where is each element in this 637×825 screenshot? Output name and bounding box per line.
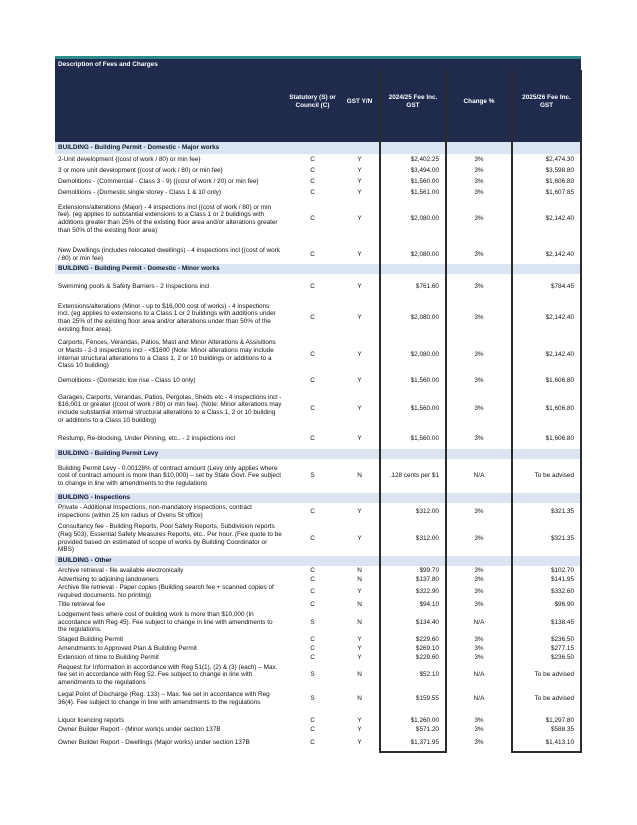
- gst-cell: Y: [357, 215, 362, 223]
- fee-description: Restump, Re-blocking, Under Pinning, etc.. - 2 inspections incl: [58, 435, 235, 443]
- fee-2024-25-cell: $269.10: [380, 644, 446, 653]
- fee-2025-26-cell: $236.50: [512, 635, 581, 644]
- fee-2025-26-cell: $141.95: [512, 575, 581, 584]
- table-row: [55, 521, 581, 556]
- fee-2025-26-cell: $2,142.40: [512, 300, 581, 336]
- table-row: [55, 336, 581, 373]
- fee-2025-26-cell: To be advised: [512, 459, 581, 493]
- fee-description: Extensions/alterations (Minor - up to $16,000 cost of works) - 4 inspections incl. (eg applies to extensions to a Class 1 or 2 buildings with additions under than 25% of the existing floor area and/or alterations under than 50% of the existing floor area).: [58, 302, 276, 333]
- gst-cell: Y: [357, 635, 362, 643]
- table-row: [55, 429, 581, 449]
- fee-2024-25-cell: $134.40: [380, 610, 446, 635]
- fee-description: Title retrieval fee: [58, 601, 105, 609]
- section-header: [55, 449, 581, 459]
- fee-2025-26-cell: $2,474.30: [512, 154, 581, 165]
- fee-2024-25-cell: $1,260.00: [380, 716, 446, 725]
- change-cell: 3%: [474, 435, 484, 443]
- section-title: BUILDING - Building Permit - Domestic - Minor works: [55, 264, 285, 274]
- table-row: [55, 584, 581, 600]
- statutory-cell: C: [310, 377, 315, 385]
- table-row: [55, 662, 581, 688]
- fee-2024-25-cell: $2,402.25: [380, 154, 446, 165]
- gst-cell: Y: [357, 739, 362, 747]
- fee-2025-26-cell: $332.60: [512, 584, 581, 600]
- statutory-cell: S: [310, 472, 315, 480]
- statutory-cell: C: [310, 177, 315, 185]
- gst-cell: Y: [357, 350, 362, 358]
- fee-description: 2-Unit development {(cost of work / 80) or min fee}: [58, 155, 201, 163]
- change-cell: N/A: [473, 472, 485, 480]
- fee-2024-25-cell: $159.55: [380, 688, 446, 710]
- change-cell: 3%: [474, 601, 484, 609]
- table-row: [55, 653, 581, 662]
- statutory-cell: C: [310, 588, 315, 596]
- table-row: [55, 644, 581, 653]
- fee-2024-25-cell: $2,080.00: [380, 300, 446, 336]
- gst-cell: Y: [357, 314, 362, 322]
- table-row: [55, 566, 581, 575]
- gst-cell: Y: [357, 716, 362, 724]
- change-cell: 3%: [474, 251, 484, 259]
- table-row: [55, 635, 581, 644]
- fee-2024-25-cell: $94.10: [380, 600, 446, 610]
- change-cell: 3%: [474, 314, 484, 322]
- fee-description: Lodgement fees where cost of building work is more than $10,000 (In accordance with Reg 45). Fee subject to change in line with amendments to the regulations.: [58, 611, 273, 634]
- gst-cell: Y: [357, 588, 362, 596]
- fee-2025-26-cell: $96.90: [512, 600, 581, 610]
- statutory-cell: C: [310, 405, 315, 413]
- gst-cell: N: [357, 472, 362, 480]
- fee-2025-26-cell: $2,142.40: [512, 198, 581, 240]
- header-fee-2025-26: 2025/26 Fee Inc. GST: [512, 70, 581, 134]
- gst-cell: Y: [357, 725, 362, 733]
- statutory-cell: C: [310, 575, 315, 583]
- change-cell: 3%: [474, 177, 484, 185]
- fee-2025-26-cell: $1,413.10: [512, 734, 581, 752]
- fee-description: Extension of time to Building Permit: [58, 653, 159, 661]
- fee-description: Advertising to adjoining landowners: [58, 575, 159, 583]
- statutory-cell: C: [310, 215, 315, 223]
- statutory-cell: S: [310, 671, 315, 679]
- fee-description: 3 or more unit development {(cost of work / 80) or min fee}: [58, 166, 223, 174]
- fee-2025-26-cell: $2,142.40: [512, 336, 581, 373]
- change-cell: N/A: [473, 671, 485, 679]
- table-row: [55, 503, 581, 521]
- header-fee-2024-25: 2024/25 Fee Inc. GST: [380, 70, 446, 134]
- fee-description: Archive file retrieval - Paper copies (Building search fee + scanned copies of required documents. No printing): [58, 584, 274, 599]
- fee-description: Private - Additional Inspections, non-mandatory inspections, contract inspections (within 25 km radius of Ovens St office): [58, 504, 252, 519]
- table-row: [55, 165, 581, 176]
- table-row: [55, 300, 581, 336]
- fee-2024-25-cell: $229.60: [380, 635, 446, 644]
- fee-2024-25-cell: $312.00: [380, 521, 446, 556]
- statutory-cell: C: [310, 739, 315, 747]
- gst-cell: Y: [357, 177, 362, 185]
- fee-2025-26-cell: $784.45: [512, 280, 581, 294]
- fee-description: Consultancy fee - Building Reports, Pool Safety Reports, Subdivision reports (Reg 503), Essential Safety Measures Reports, etc.. Per hour. (Fee quote to be provided based on estimated of scope of works by Building Coordinator or MBS): [58, 523, 282, 554]
- change-cell: 3%: [474, 350, 484, 358]
- change-cell: 3%: [474, 508, 484, 516]
- fee-2024-25-cell: $3,494.00: [380, 165, 446, 176]
- section-title: BUILDING - Other: [55, 556, 285, 566]
- gst-cell: Y: [357, 405, 362, 413]
- statutory-cell: S: [310, 695, 315, 703]
- table-row: [55, 154, 581, 165]
- fee-2025-26-cell: $1,606.80: [512, 429, 581, 449]
- statutory-cell: C: [310, 566, 315, 574]
- gst-cell: N: [357, 618, 362, 626]
- statutory-cell: C: [310, 350, 315, 358]
- change-cell: 3%: [474, 283, 484, 291]
- statutory-cell: C: [310, 644, 315, 652]
- section-title: BUILDING - Building Permit Levy: [55, 449, 285, 459]
- gst-cell: Y: [357, 377, 362, 385]
- change-cell: 3%: [474, 588, 484, 596]
- header-statutory: Statutory (S) or Council (C): [285, 70, 340, 134]
- fee-2025-26-cell: $321.35: [512, 503, 581, 521]
- fee-2024-25-cell: $1,371.95: [380, 734, 446, 752]
- statutory-cell: C: [310, 435, 315, 443]
- fee-description: Legal Point of Discharge (Reg. 133) – Max. fee set in accordance with Reg 36(4). Fee subject to change in line with amendments to the regulations: [58, 691, 270, 706]
- fee-description: Carports, Fences, Verandas, Patios, Mast and Minor Alterations & Assisitions or Masts - 2-3 inspections incl - <$1600 (Note: Minor alterations may include internal structural alterations to a Class 1, 2 or 10 buildings or additions to a Class 10 building): [58, 339, 276, 370]
- header-gst: GST Y/N: [340, 70, 380, 134]
- header-change: Change %: [446, 70, 512, 134]
- fee-2024-25-cell: $1,560.00: [380, 373, 446, 389]
- table-row: [55, 575, 581, 584]
- fee-2025-26-cell: $102.70: [512, 566, 581, 575]
- fee-2025-26-cell: $1,606.80: [512, 373, 581, 389]
- fee-2024-25-cell: $137.80: [380, 575, 446, 584]
- statutory-cell: C: [310, 601, 315, 609]
- gst-cell: Y: [357, 166, 362, 174]
- table-title: Description of Fees and Charges: [55, 59, 581, 70]
- fee-2024-25-cell: $99.70: [380, 566, 446, 575]
- change-cell: 3%: [474, 566, 484, 574]
- fee-2024-25-cell: $1,560.00: [380, 429, 446, 449]
- statutory-cell: C: [310, 166, 315, 174]
- fee-description: Liquor licencing reports: [58, 716, 125, 724]
- fee-2025-26-cell: $1,606.80: [512, 389, 581, 429]
- fee-2024-25-cell: $322.90: [380, 584, 446, 600]
- table-row: [55, 246, 581, 264]
- fee-description: Staged Building Permit: [58, 635, 124, 643]
- fee-2024-25-cell: $1,561.00: [380, 187, 446, 198]
- gst-cell: Y: [357, 283, 362, 291]
- change-cell: 3%: [474, 377, 484, 385]
- statutory-cell: C: [310, 251, 315, 259]
- fee-2025-26-cell: $1,297.80: [512, 716, 581, 725]
- fee-2024-25-cell: $52.10: [380, 662, 446, 688]
- fee-description: Request for Information in accordance with Reg 51(1), (2) & (3) (each) – Max. fee set in accordance with Reg 52. Fee subject to change in line with amendments to the regulations: [58, 663, 278, 686]
- fee-2024-25-cell: $2,080.00: [380, 336, 446, 373]
- gst-cell: Y: [357, 251, 362, 259]
- section-title: BUILDING - Building Permit - Domestic - Major works: [55, 142, 285, 154]
- fee-2025-26-cell: $236.50: [512, 653, 581, 662]
- fee-description: Amendments to Approved Plan & Building Permit: [58, 644, 197, 652]
- fee-2024-25-cell: $2,080.00: [380, 198, 446, 240]
- table-row: [55, 176, 581, 187]
- gst-cell: Y: [357, 435, 362, 443]
- table-row: [55, 459, 581, 493]
- table-row: [55, 280, 581, 294]
- fee-2024-25-cell: $229.60: [380, 653, 446, 662]
- statutory-cell: C: [310, 716, 315, 724]
- fee-description: Garages, Carports, Verandas, Patios, Pergolas, Sheds etc - 4 inspections incl - $16,001 or greater {(cost of work / 80) or min fee}. (Note: Minor alterations may include substantial internal structural alterations to a Class 1, 2 or 10 building or additions to a Class 10 building): [58, 393, 282, 424]
- fee-description: Demolitions - (Domestic single storey - Class 1 & 10 only): [58, 188, 222, 196]
- change-cell: 3%: [474, 653, 484, 661]
- change-cell: 3%: [474, 635, 484, 643]
- section-header: [55, 142, 581, 154]
- fee-2025-26-cell: To be advised: [512, 688, 581, 710]
- fee-2024-25-cell: $1,560.00: [380, 176, 446, 187]
- statutory-cell: C: [310, 653, 315, 661]
- gst-cell: Y: [357, 653, 362, 661]
- fee-description: Archive retrieval - file available electronically: [58, 566, 184, 574]
- change-cell: N/A: [473, 695, 485, 703]
- fee-2024-25-cell: $761.60: [380, 280, 446, 294]
- change-cell: 3%: [474, 215, 484, 223]
- change-cell: N/A: [473, 618, 485, 626]
- statutory-cell: C: [310, 635, 315, 643]
- section-header: [55, 556, 581, 566]
- fees-body: [55, 142, 581, 752]
- fee-2024-25-cell: $1,560.00: [380, 389, 446, 429]
- change-cell: 3%: [474, 188, 484, 196]
- fee-2025-26-cell: $138.45: [512, 610, 581, 635]
- statutory-cell: C: [310, 725, 315, 733]
- section-header: [55, 264, 581, 274]
- gst-cell: N: [357, 566, 362, 574]
- change-cell: 3%: [474, 534, 484, 542]
- fee-description: Building Permit Levy - 0.00128% of contract amount (Levy only applies where cost of contract amount is more than $10,000) – set by State Govt. Fee subject to change in line with amendments to the regulations: [58, 464, 282, 487]
- change-cell: 3%: [474, 644, 484, 652]
- gst-cell: Y: [357, 155, 362, 163]
- fee-2025-26-cell: $1,606.80: [512, 176, 581, 187]
- statutory-cell: C: [310, 283, 315, 291]
- table-row: [55, 600, 581, 610]
- fee-description: Extensions/alterations (Major) - 4 inspections incl {(cost of work / 80) or min fee}. (eg applies to substantial extensions to a Class 1 or 2 buildings with additions greater than 25% of the existing floor area and/or alterations greater than 50% of the existing floor area): [58, 203, 278, 234]
- table-row: [55, 198, 581, 240]
- section-header: [55, 493, 581, 503]
- fee-description: Swimming pools & Safety Barriers - 2 Inspections incl: [58, 283, 210, 291]
- fees-table: [55, 59, 582, 753]
- change-cell: 3%: [474, 725, 484, 733]
- table-row: [55, 725, 581, 734]
- fees-sheet: [55, 56, 581, 753]
- gst-cell: N: [357, 695, 362, 703]
- fee-description: Owner Builder Report - (Minor work)s under section 137B: [58, 725, 221, 733]
- change-cell: 3%: [474, 739, 484, 747]
- gst-cell: N: [357, 601, 362, 609]
- change-cell: 3%: [474, 716, 484, 724]
- fee-2024-25-cell: $571.20: [380, 725, 446, 734]
- fee-2025-26-cell: $3,598.80: [512, 165, 581, 176]
- table-row: [55, 187, 581, 198]
- gst-cell: Y: [357, 188, 362, 196]
- fee-2025-26-cell: To be advised: [512, 662, 581, 688]
- header-description: [55, 70, 285, 134]
- gst-cell: Y: [357, 644, 362, 652]
- change-cell: 3%: [474, 405, 484, 413]
- fee-2025-26-cell: $321.35: [512, 521, 581, 556]
- gst-cell: Y: [357, 508, 362, 516]
- table-row: [55, 734, 581, 752]
- fee-2024-25-cell: $2,080.00: [380, 246, 446, 264]
- section-title: BUILDING - Inspections: [55, 493, 285, 503]
- fee-description: Demolitions - (Commercial - Class 3 - 9) {(cost of work / 20) or min fee}: [58, 177, 259, 185]
- fee-description: New Dwellings (includes relocated dwellings) - 4 inspections incl {(cost of work / 80) or min fee}: [58, 247, 280, 262]
- table-row: [55, 373, 581, 389]
- gst-cell: N: [357, 575, 362, 583]
- statutory-cell: C: [310, 534, 315, 542]
- statutory-cell: S: [310, 618, 315, 626]
- fee-2024-25-cell: .128 cents per $1: [380, 459, 446, 493]
- change-cell: 3%: [474, 155, 484, 163]
- fee-description: Owner Builder Report - Dwellings (Major works) under section 137B: [58, 739, 250, 747]
- fee-description: Demolitions - (Domestic low rise - Class 10 only): [58, 377, 196, 385]
- table-row: [55, 610, 581, 635]
- fee-2025-26-cell: $2,142.40: [512, 246, 581, 264]
- statutory-cell: C: [310, 188, 315, 196]
- change-cell: 3%: [474, 166, 484, 174]
- table-row: [55, 389, 581, 429]
- fee-2025-26-cell: $1,607.85: [512, 187, 581, 198]
- fee-2024-25-cell: $312.00: [380, 503, 446, 521]
- fee-2025-26-cell: $588.35: [512, 725, 581, 734]
- gst-cell: Y: [357, 534, 362, 542]
- statutory-cell: C: [310, 155, 315, 163]
- fee-2025-26-cell: $277.15: [512, 644, 581, 653]
- table-row: [55, 688, 581, 710]
- gst-cell: N: [357, 671, 362, 679]
- change-cell: 3%: [474, 575, 484, 583]
- table-row: [55, 716, 581, 725]
- statutory-cell: C: [310, 314, 315, 322]
- statutory-cell: C: [310, 508, 315, 516]
